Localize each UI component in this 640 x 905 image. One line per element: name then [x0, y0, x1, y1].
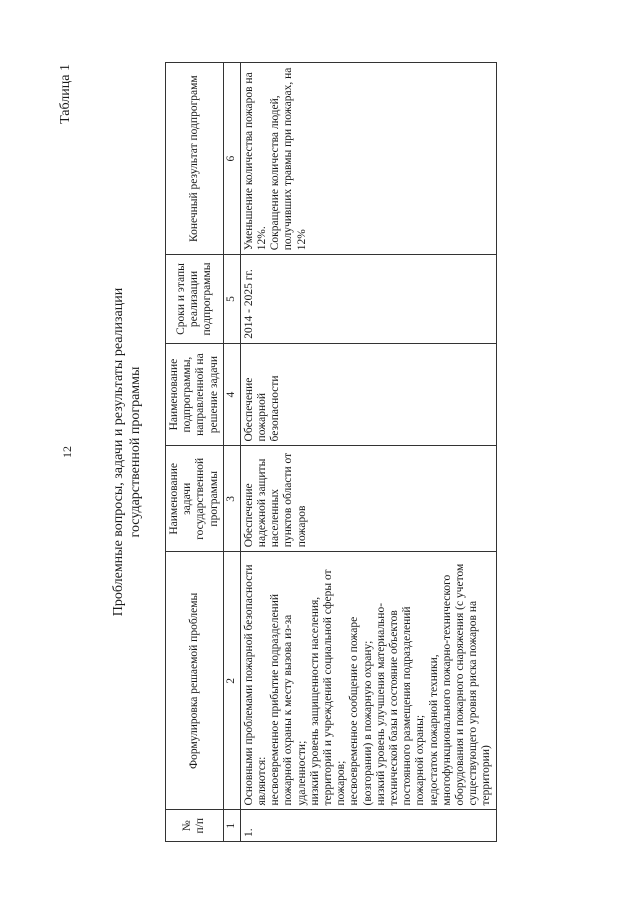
task-cell: Обеспечение надежной защиты населенных пунктов области от пожаров	[240, 446, 496, 552]
column-number: 1	[223, 810, 240, 842]
header-problem: Формулировка решаемой проблемы	[166, 552, 224, 810]
column-number: 6	[223, 63, 240, 255]
table-row	[240, 63, 496, 842]
caption-line-1: Проблемные вопросы, задачи и результаты реализации	[111, 287, 126, 617]
column-number: 2	[223, 552, 240, 810]
result-line: Сокращение количества людей, получивших травмы при пожарах, на 12%	[269, 67, 308, 251]
rotated-page-content	[60, 52, 580, 852]
table-header-row	[166, 63, 224, 842]
page-number: 12	[60, 446, 74, 458]
column-number: 4	[223, 343, 240, 446]
header-subprogram: Наименование подпрограммы, направленной на решение задачи	[166, 343, 224, 446]
problem-line: Основными проблемами пожарной безопасности являются:	[242, 564, 269, 806]
problem-line: низкий уровень защищенности населения, территорий и учреждений социальной сферы от пожаров;	[308, 569, 348, 806]
problem-line: низкий уровень улучшения материально-технической базы и состояние объектов постоянного размещения подразделений пожарной охраны;	[374, 602, 427, 806]
problem-line: несвоевременное сообщение о пожаре (возгорании) в пожарную охрану;	[348, 616, 374, 806]
table-label: Таблица 1	[58, 64, 73, 124]
column-number: 5	[223, 255, 240, 343]
row-number: 1.	[240, 810, 496, 842]
column-number-row	[223, 63, 240, 842]
problem-line: недостаток пожарной техники, многофункционального пожарно-технического оборудования и пожарного снаряжения (с учетом существующего уровня риска пожаров на территории)	[427, 563, 493, 806]
caption-line-2: государственной программы	[128, 366, 143, 538]
header-result: Конечный результат подпрограмм	[166, 63, 224, 255]
header-period: Сроки и этапы реализации подпрограммы	[166, 255, 224, 343]
result-line: Уменьшение количества пожаров на 12%.	[242, 72, 269, 251]
result-cell	[240, 63, 496, 255]
period-cell: 2014 - 2025 гг.	[240, 255, 496, 343]
header-number: № п/п	[166, 810, 224, 842]
problems-table	[165, 62, 497, 842]
problem-cell	[240, 552, 496, 810]
column-number: 3	[223, 446, 240, 552]
subprogram-cell: Обеспечение пожарной безопасности	[240, 343, 496, 446]
header-task: Наименование задачи государственной программы	[166, 446, 224, 552]
problem-line: несвоевременное прибытие подразделений пожарной охраны к месту вызова из-за удаленности;	[269, 593, 308, 806]
table-caption	[110, 52, 144, 852]
